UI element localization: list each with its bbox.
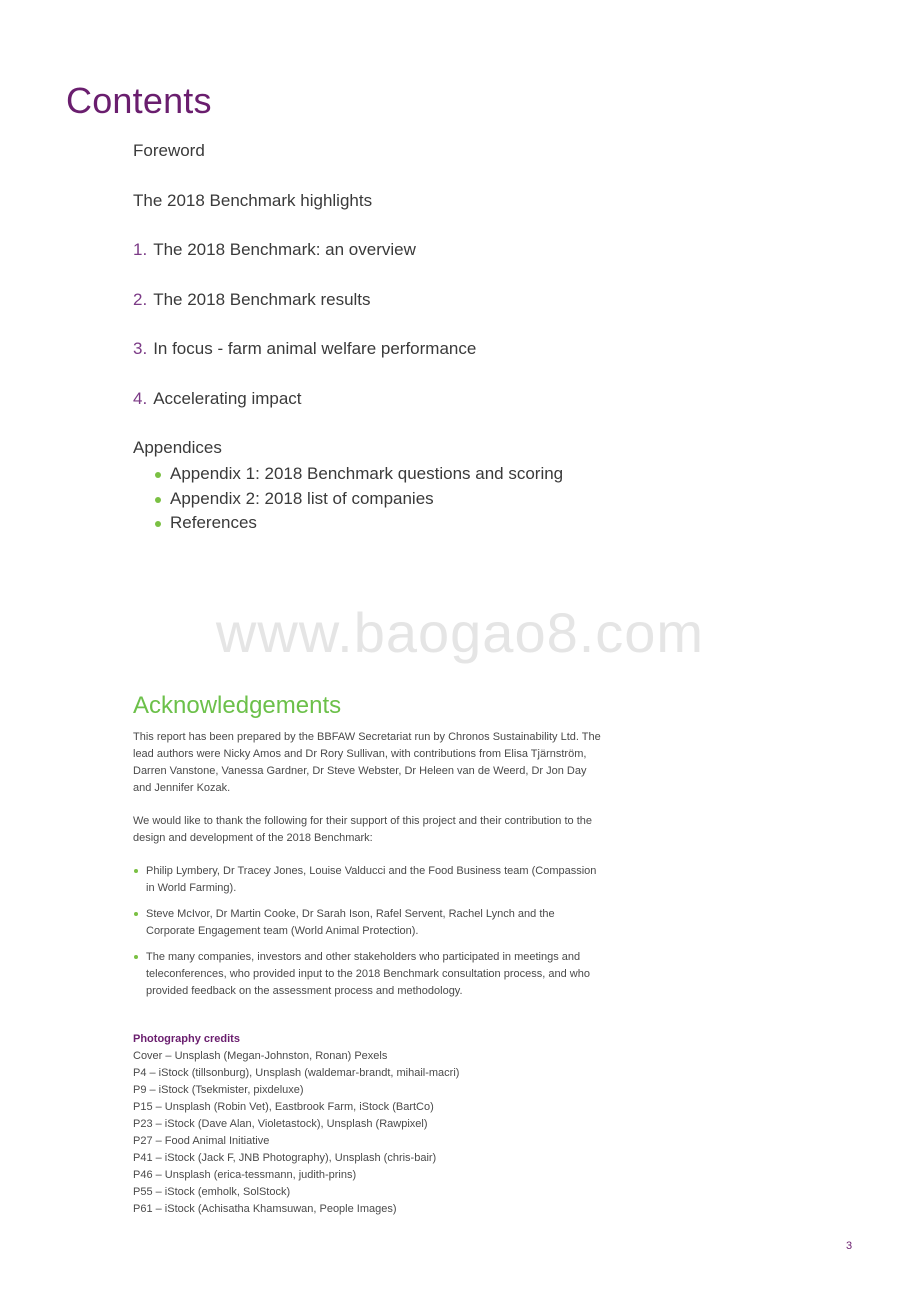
credit-line: Cover – Unsplash (Megan-Johnston, Ronan) Pexels: [133, 1050, 388, 1062]
acknowledgements-list: [133, 863, 603, 1000]
toc-item-chapter-1[interactable]: [133, 239, 833, 289]
toc-item-appendix-2[interactable]: Appendix 2: 2018 list of companies: [153, 487, 833, 512]
toc-item-chapter-4[interactable]: [133, 388, 833, 438]
credit-line: P41 – iStock (Jack F, JNB Photography), Unsplash (chris-bair): [133, 1152, 437, 1164]
list-item: Philip Lymbery, Dr Tracey Jones, Louise Valducci and the Food Business team (Compassion in World Farming).: [133, 863, 603, 897]
acknowledgements-paragraph: We would like to thank the following for their support of this project and their contribution to the design and development of the 2018 Benchmark:: [133, 815, 592, 844]
toc-item-chapter-3[interactable]: [133, 338, 833, 388]
page-number: 3: [846, 1240, 853, 1252]
credit-line: P55 – iStock (emholk, SolStock): [133, 1186, 291, 1198]
toc-label: The 2018 Benchmark results: [153, 289, 371, 309]
appendix-list: [153, 462, 833, 536]
table-of-contents: [133, 140, 833, 536]
photography-credits: [133, 1031, 633, 1218]
toc-number: 3.: [133, 339, 148, 358]
credit-line: P61 – iStock (Achisatha Khamsuwan, People Images): [133, 1203, 397, 1215]
acknowledgements-paragraph: This report has been prepared by the BBFAW Secretariat run by Chronos Sustainability Ltd. The lead authors were Nicky Amos and Dr Rory Sullivan, with contributions from Elisa Tjärnström, Darren Vanstone, Vanessa Gardner, Dr Steve Webster, Dr Heleen van de Weerd, Dr Jon Day and Jennifer Kozak.: [133, 731, 601, 794]
acknowledgements-body: [133, 729, 603, 1009]
credit-line: P46 – Unsplash (erica-tessmann, judith-prins): [133, 1169, 357, 1181]
credit-line: P4 – iStock (tillsonburg), Unsplash (waldemar-brandt, mihail-macri): [133, 1067, 460, 1079]
toc-number: 1.: [133, 240, 148, 259]
toc-item-appendices[interactable]: Appendices: [133, 438, 222, 457]
credits-heading: Photography credits: [133, 1033, 240, 1045]
list-item: Steve McIvor, Dr Martin Cooke, Dr Sarah Ison, Rafel Servent, Rachel Lynch and the Corporate Engagement team (World Animal Protection).: [133, 906, 603, 940]
credit-line: P27 – Food Animal Initiative: [133, 1135, 270, 1147]
toc-label: Foreword: [133, 141, 205, 160]
toc-label: The 2018 Benchmark highlights: [133, 190, 373, 210]
credit-line: P23 – iStock (Dave Alan, Violetastock), Unsplash (Rawpixel): [133, 1118, 428, 1130]
toc-item-foreword[interactable]: [133, 140, 833, 190]
credit-line: P9 – iStock (Tsekmister, pixdeluxe): [133, 1084, 304, 1096]
toc-number: 2.: [133, 289, 148, 309]
list-item: The many companies, investors and other stakeholders who participated in meetings and teleconferences, who provided input to the 2018 Benchmark consultation process, and who provided feedback on the assessment process and methodology.: [133, 949, 603, 1000]
toc-item-appendix-1[interactable]: Appendix 1: 2018 Benchmark questions and scoring: [153, 462, 833, 487]
toc-number: 4.: [133, 388, 148, 408]
acknowledgements-heading: Acknowledgements: [133, 692, 342, 719]
toc-label: Accelerating impact: [153, 388, 302, 408]
watermark: www.baogao8.com: [215, 601, 705, 664]
toc-item-highlights[interactable]: [133, 190, 833, 240]
credit-line: P15 – Unsplash (Robin Vet), Eastbrook Farm, iStock (BartCo): [133, 1101, 434, 1113]
toc-label: The 2018 Benchmark: an overview: [153, 240, 416, 259]
toc-item-chapter-2[interactable]: [133, 289, 833, 339]
toc-label: In focus - farm animal welfare performance: [153, 339, 477, 358]
toc-item-references[interactable]: References: [153, 511, 833, 536]
page-title: Contents: [66, 80, 212, 121]
